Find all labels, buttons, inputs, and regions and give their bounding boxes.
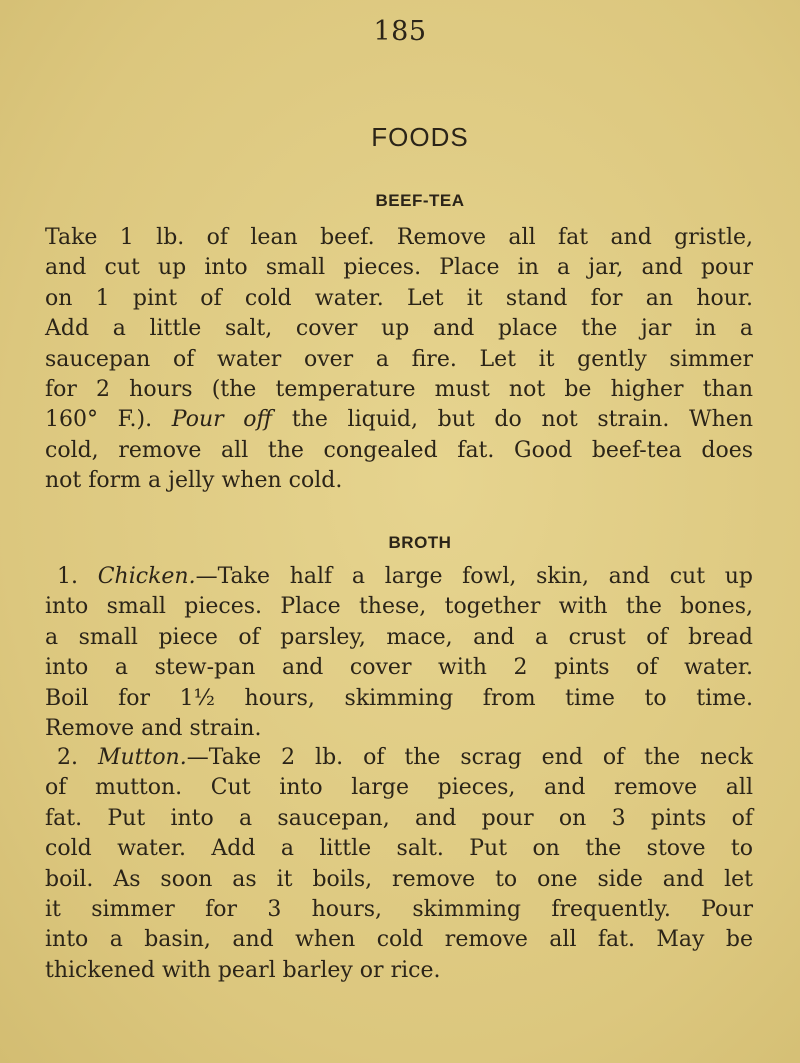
text-line: not form a jelly when cold. [45, 468, 343, 494]
text-line: cold, remove all the congealed fat. Good beef-tea does [45, 437, 753, 463]
text-line: on 1 pint of cold water. Let it stand for an hour. [45, 285, 753, 311]
italic-emphasis: Pour off [171, 407, 273, 433]
text-line: into a stew-pan and cover with 2 pints of water. [45, 655, 753, 681]
item-number: 2. [57, 745, 78, 770]
section-heading-broth: BROTH [388, 533, 452, 552]
text-line: into small pieces. Place these, together with the bones, [45, 594, 753, 620]
broth-chicken-paragraph [45, 562, 753, 744]
text-line: 2. Mutton.—Take 2 lb. of the scrag end of the neck [57, 745, 753, 770]
text-line: thickened with pearl barley or rice. [45, 957, 441, 983]
text-line: saucepan of water over a fire. Let it gently simmer [45, 346, 753, 372]
text-line: for 2 hours (the temperature must not be higher than [45, 377, 753, 403]
text-line: Boil for 1½ hours, skimming from time to time. [45, 685, 753, 711]
section-heading-beef-tea: BEEF-TEA [375, 191, 465, 210]
item-title: Mutton. [97, 745, 187, 770]
broth-mutton-paragraph [45, 743, 753, 986]
text-line: and cut up into small pieces. Place in a jar, and pour [45, 255, 753, 281]
chapter-title: FOODS [371, 122, 469, 152]
page-number: 185 [373, 16, 427, 47]
text-line: Add a little salt, cover up and place the jar in a [45, 316, 753, 342]
text-line: a small piece of parsley, mace, and a crust of bread [45, 624, 753, 650]
text-line: fat. Put into a saucepan, and pour on 3 pints of [45, 805, 753, 831]
text-line: it simmer for 3 hours, skimming frequently. Pour [45, 897, 753, 923]
text-line: Take 1 lb. of lean beef. Remove all fat and gristle, [45, 225, 753, 250]
text-line: cold water. Add a little salt. Put on the stove to [45, 836, 753, 862]
text-line: Remove and strain. [45, 716, 262, 742]
item-title: Chicken. [97, 564, 196, 589]
beef-tea-paragraph [45, 223, 753, 497]
item-number: 1. [57, 564, 78, 589]
text-line: 160° F.). Pour off the liquid, but do not strain. When [45, 407, 753, 433]
text-line: into a basin, and when cold remove all fat. May be [45, 927, 753, 953]
text-line: boil. As soon as it boils, remove to one side and let [45, 866, 753, 892]
text-line: of mutton. Cut into large pieces, and remove all [45, 775, 753, 801]
text-line: 1. Chicken.—Take half a large fowl, skin, and cut up [57, 564, 753, 589]
